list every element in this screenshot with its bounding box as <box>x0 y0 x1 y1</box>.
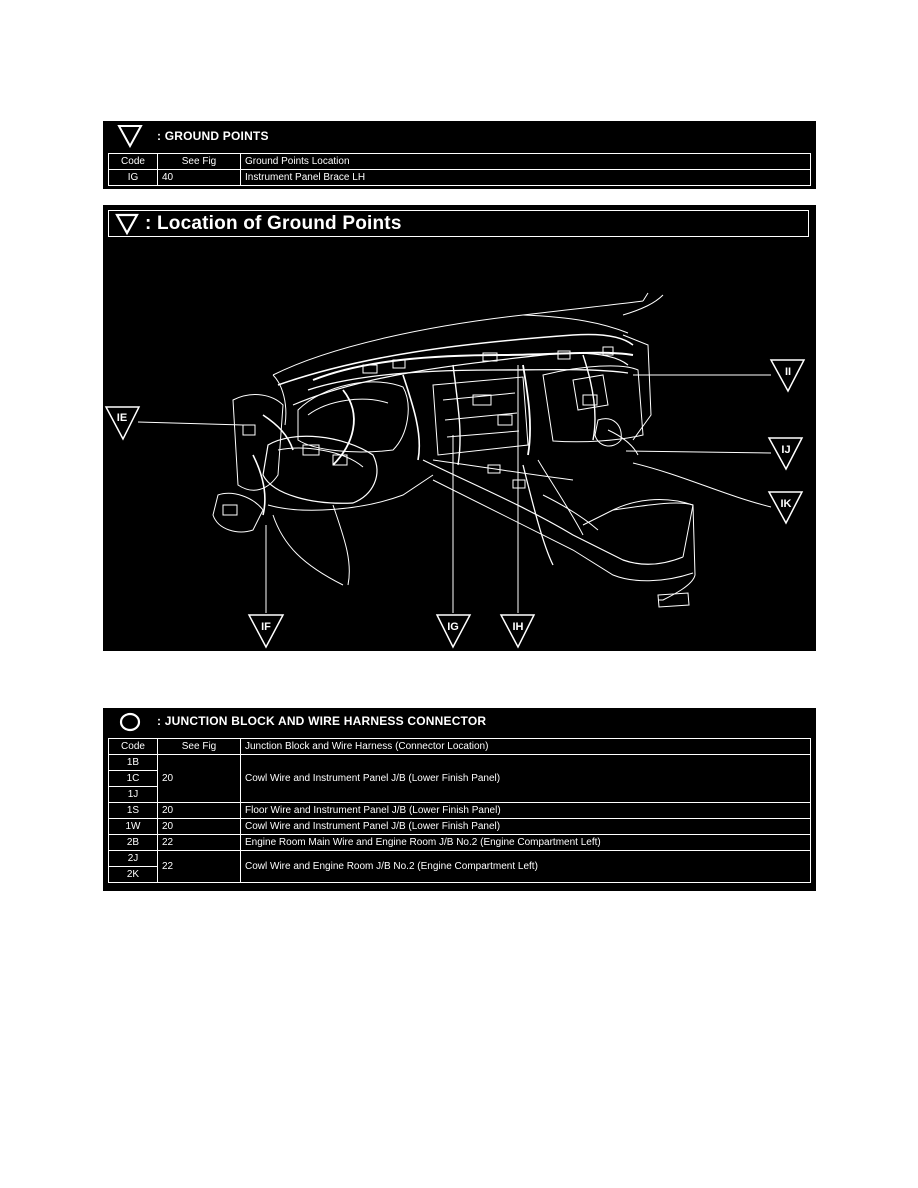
ground-label-IH: IH <box>512 621 524 633</box>
ground-label-IK: IK <box>780 498 792 510</box>
ground-points-title: : GROUND POINTS <box>157 129 269 143</box>
see-fig-cell: 40 <box>158 170 241 186</box>
table-row <box>109 819 811 835</box>
see-fig-cell: 20 <box>158 819 241 835</box>
ground-label-IF: IF <box>261 621 271 633</box>
ground-label-IG: IG <box>447 621 459 633</box>
junction-block-panel <box>103 708 816 891</box>
location-cell: Cowl Wire and Engine Room J/B No.2 (Engine Compartment Left) <box>241 851 811 883</box>
code-header: Code <box>109 739 158 755</box>
ground-marker-IF <box>249 615 283 647</box>
table-header-row <box>109 154 811 170</box>
location-header: Junction Block and Wire Harness (Connector Location) <box>241 739 811 755</box>
location-cell: Cowl Wire and Instrument Panel J/B (Lower Finish Panel) <box>241 755 811 803</box>
table-row <box>109 835 811 851</box>
ground-triangle-icon <box>117 124 143 148</box>
table-row <box>109 170 811 186</box>
see-fig-cell: 20 <box>158 803 241 819</box>
ground-marker-IK <box>769 492 802 523</box>
table-row <box>109 755 811 771</box>
ground-marker-IG <box>437 615 470 647</box>
location-cell: Instrument Panel Brace LH <box>241 170 811 186</box>
junction-block-table <box>108 738 811 883</box>
location-cell: Cowl Wire and Instrument Panel J/B (Lower Finish Panel) <box>241 819 811 835</box>
ground-points-panel <box>103 121 816 189</box>
junction-block-title: : JUNCTION BLOCK AND WIRE HARNESS CONNECTOR <box>157 714 487 728</box>
location-cell: Floor Wire and Instrument Panel J/B (Lower Finish Panel) <box>241 803 811 819</box>
connector-oval-icon <box>119 712 141 732</box>
ground-marker-IE <box>106 407 139 439</box>
see-fig-cell: 20 <box>158 755 241 803</box>
code-cell: 2K <box>109 867 158 883</box>
code-cell: 1J <box>109 787 158 803</box>
see-fig-cell: 22 <box>158 835 241 851</box>
ground-label-II: II <box>784 366 792 378</box>
table-row <box>109 803 811 819</box>
code-cell: 1W <box>109 819 158 835</box>
code-cell: 2B <box>109 835 158 851</box>
location-cell: Engine Room Main Wire and Engine Room J/B No.2 (Engine Compartment Left) <box>241 835 811 851</box>
junction-block-header <box>103 708 816 738</box>
location-title: : Location of Ground Points <box>145 213 402 234</box>
ground-label-IJ: IJ <box>781 444 791 456</box>
dashboard-wiring-diagram <box>103 205 816 651</box>
location-header: Ground Points Location <box>241 154 811 170</box>
ground-points-table <box>108 153 811 186</box>
code-cell: 1S <box>109 803 158 819</box>
ground-marker-II <box>771 360 804 391</box>
ground-marker-IJ <box>769 438 802 469</box>
see-fig-header: See Fig <box>158 739 241 755</box>
ground-points-header <box>103 121 816 151</box>
location-panel <box>103 205 816 651</box>
dashboard-drawing <box>213 293 695 607</box>
code-cell: 1C <box>109 771 158 787</box>
code-cell: 2J <box>109 851 158 867</box>
code-cell: 1B <box>109 755 158 771</box>
table-header-row <box>109 739 811 755</box>
ground-marker-IH <box>501 615 534 647</box>
ground-label-IE: IE <box>116 412 128 424</box>
code-cell: IG <box>109 170 158 186</box>
code-header: Code <box>109 154 158 170</box>
table-row <box>109 851 811 867</box>
see-fig-cell: 22 <box>158 851 241 883</box>
see-fig-header: See Fig <box>158 154 241 170</box>
